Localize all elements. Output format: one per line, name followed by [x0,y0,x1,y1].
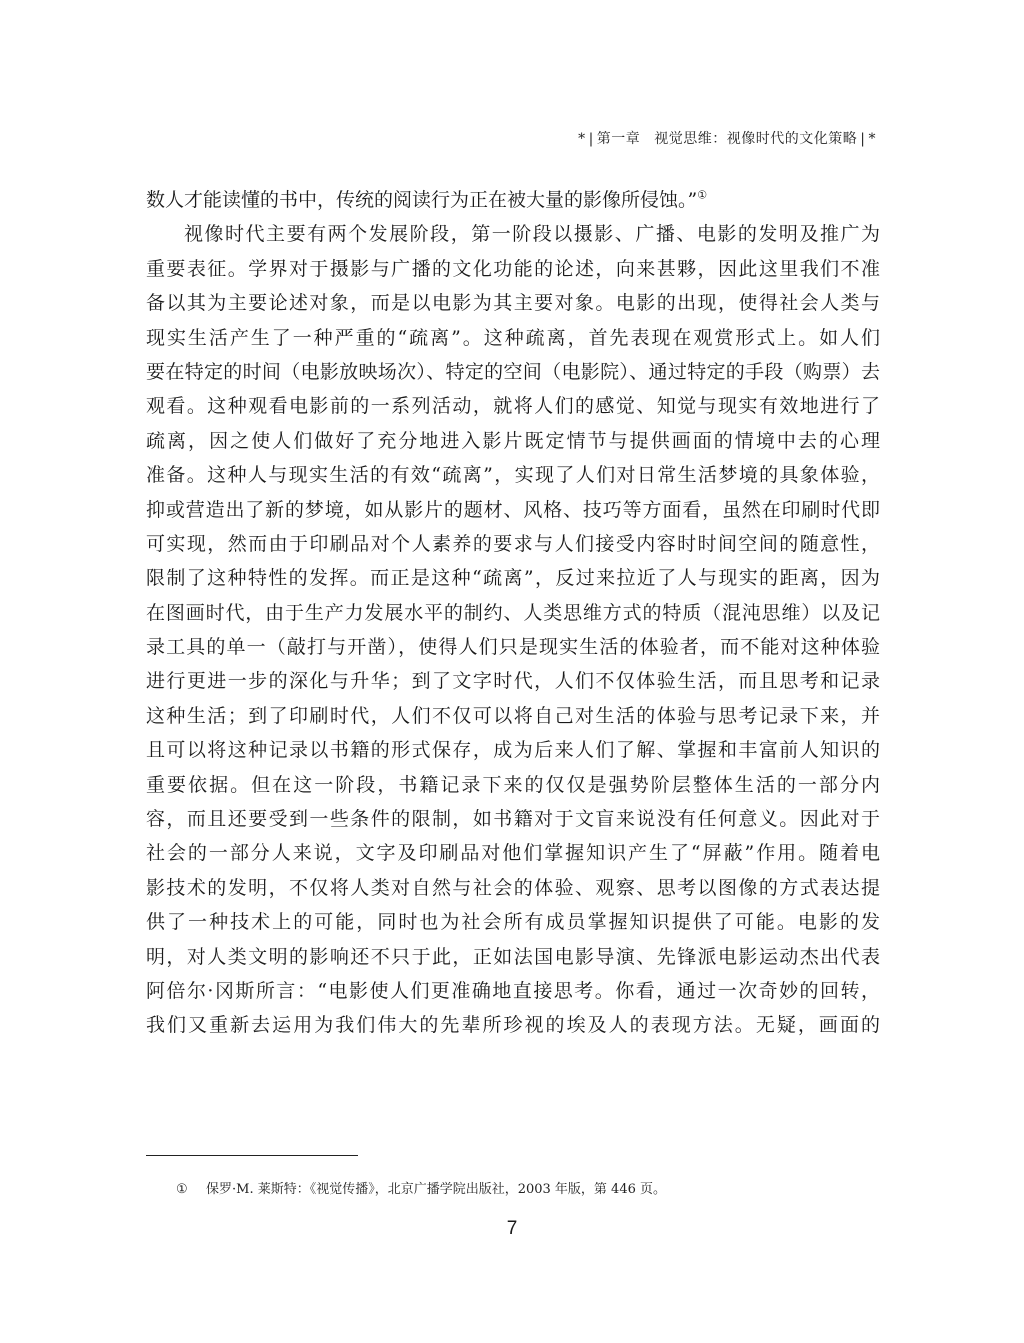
page-number: 7 [506,1218,518,1239]
header-title: 视觉思维：视像时代的文化策略 [654,131,858,147]
text-line: 疏离，因之使人们做好了充分地进入影片既定情节与提供画面的情境中去的心理 [146,429,880,452]
text-line: 备以其为主要论述对象，而是以电影为其主要对象。电影的出现，使得社会人类与 [146,292,880,315]
header-star-right: * [868,131,876,147]
text-line: 容，而且还要受到一些条件的限制，如书籍对于文盲来说没有任何意义。因此对于 [146,808,880,831]
body-text [146,183,880,1043]
text-line: 观看。这种观看电影前的一系列活动，就将人们的感觉、知觉与现实有效地进行了 [146,395,880,418]
text-line: 进行更进一步的深化与升华；到了文字时代，人们不仅体验生活，而且思考和记录 [146,670,880,693]
text-line: 抑或营造出了新的梦境，如从影片的题材、风格、技巧等方面看，虽然在印刷时代即 [146,498,880,521]
text-line: 视像时代主要有两个发展阶段，第一阶段以摄影、广播、电影的发明及推广为 [184,223,880,246]
text-line: 录工具的单一（敲打与开凿），使得人们只是现实生活的体验者，而不能对这种体验 [146,636,880,659]
footnote-mark: ① [176,1182,188,1197]
footnote [176,1178,666,1197]
text-line: 要在特定的时间（电影放映场次）、特定的空间（电影院）、通过特定的手段（购票）去 [146,360,880,383]
text-line: 社会的一部分人来说，文字及印刷品对他们掌握知识产生了“屏蔽”作用。随着电 [146,842,880,865]
running-header [578,128,876,148]
text-line: 且可以将这种记录以书籍的形式保存，成为后来人们了解、掌握和丰富前人知识的 [146,739,880,762]
header-star-left: * [578,131,586,147]
text-line: 阿倍尔·冈斯所言：“电影使人们更准确地直接思考。你看，通过一次奇妙的回转， [146,979,880,1002]
text-line: 影技术的发明，不仅将人类对自然与社会的体验、观察、思考以图像的方式表达提 [146,876,880,899]
text-line: 明，对人类文明的影响还不只于此，正如法国电影导演、先锋派电影运动杰出代表 [146,945,880,968]
continued-line: 数人才能读懂的书中，传统的阅读行为正在被大量的影像所侵蚀。” [146,189,698,211]
footnote-reference[interactable]: ① [697,188,708,202]
footnote-separator [146,1155,358,1156]
text-line: 限制了这种特性的发挥。而正是这种“疏离”，反过来拉近了人与现实的距离，因为 [146,567,880,590]
header-divider: | [588,131,594,147]
text-line: 供了一种技术上的可能，同时也为社会所有成员掌握知识提供了可能。电影的发 [146,911,880,934]
header-divider: | [860,131,866,147]
text-line: 重要表征。学界对于摄影与广播的文化功能的论述，向来甚夥，因此这里我们不准 [146,257,880,280]
text-line: 重要依据。但在这一阶段，书籍记录下来的仅仅是强势阶层整体生活的一部分内 [146,773,880,796]
text-line: 这种生活；到了印刷时代，人们不仅可以将自己对生活的体验与思考记录下来，并 [146,704,880,727]
text-line: 现实生活产生了一种严重的“疏离”。这种疏离，首先表现在观赏形式上。如人们 [146,326,880,349]
text-line: 我们又重新去运用为我们伟大的先辈所珍视的埃及人的表现方法。无疑，画面的 [146,1014,880,1037]
text-line: 准备。这种人与现实生活的有效“疏离”，实现了人们对日常生活梦境的具象体验， [146,464,880,487]
text-line: 可实现，然而由于印刷品对个人素养的要求与人们接受内容时时间空间的随意性， [146,532,880,555]
text-line [146,183,880,217]
footnote-text: 保罗·M. 莱斯特：《视觉传播》，北京广播学院出版社，2003 年版，第 446 页。 [206,1182,667,1197]
text-line: 在图画时代，由于生产力发展水平的制约、人类思维方式的特质（混沌思维）以及记 [146,601,880,624]
header-chapter: 第一章 [596,131,641,147]
